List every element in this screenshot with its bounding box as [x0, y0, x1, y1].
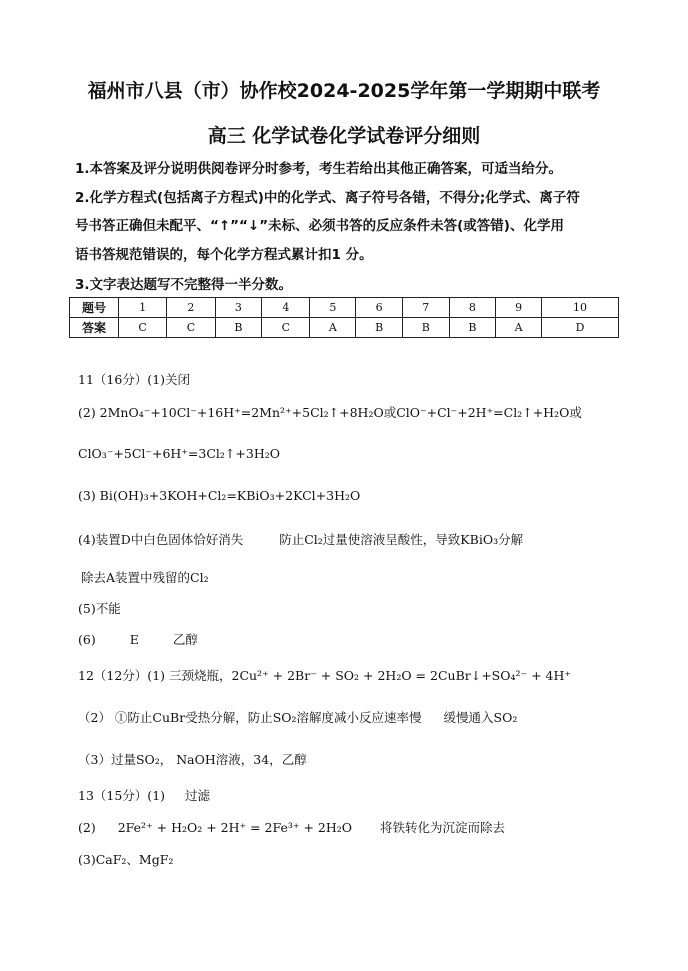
q11-part4-answer-c: 除去A装置中残留的Cl₂ — [81, 570, 209, 585]
scoring-note-1: 1.本答案及评分说明供阅卷评分时参考，考生若给出其他正确答案，可适当给分。 — [75, 161, 563, 177]
question-number: 5 — [310, 298, 356, 318]
q11-part6-answer-b: 乙醇 — [172, 632, 198, 647]
answer-cell: B — [402, 318, 449, 338]
answer-cell: C — [119, 318, 167, 338]
q11-part1: 11（16分）(1)关闭 — [78, 372, 191, 387]
question-number: 7 — [402, 298, 449, 318]
question-number: 2 — [167, 298, 215, 318]
q11-part6-label: (6) — [78, 632, 96, 647]
q12-part2-answer-a: （2） ①防止CuBr受热分解，防止SO₂溶解度减小反应速率慢 — [78, 710, 422, 725]
q11-part2-equation: (2) 2MnO₄⁻+10Cl⁻+16H⁺=2Mn²⁺+5Cl₂↑+8H₂O或ClO⁻+Cl⁻+2H⁺=Cl₂↑+H₂O或 — [78, 405, 582, 420]
question-number: 8 — [449, 298, 496, 318]
q13-part3: (3)CaF₂、MgF₂ — [78, 852, 174, 867]
scoring-note-2-cont: 语书答规范错误的，每个化学方程式累计扣1 分。 — [75, 247, 373, 263]
answer-cell: B — [356, 318, 403, 338]
q11-part6 — [78, 630, 198, 648]
q13-part2 — [78, 818, 505, 836]
answer-cell: A — [496, 318, 542, 338]
scoring-note-2-cont: 号书答正确但未配平、“↑”“↓”未标、必须书答的反应条件未答(或答错)、化学用 — [75, 218, 564, 234]
q13-part2-equation: 2Fe²⁺ + H₂O₂ + 2H⁺ = 2Fe³⁺ + 2H₂O — [117, 820, 353, 835]
q12-part2 — [78, 708, 517, 726]
answer-cell: A — [310, 318, 356, 338]
answer-table — [69, 297, 619, 338]
q11-part4-answer-a: (4)装置D中白色固体恰好消失 — [78, 532, 244, 547]
q11-part5: (5)不能 — [78, 601, 121, 616]
answer-cell: B — [449, 318, 496, 338]
q12-part1: 12（12分）(1) 三颈烧瓶，2Cu²⁺ + 2Br⁻ + SO₂ + 2H₂O = 2CuBr↓+SO₄²⁻ + 4H⁺ — [78, 668, 571, 683]
answer-cell: B — [215, 318, 262, 338]
q13-part2-label: (2) — [78, 820, 96, 835]
q13-part1-answer: 过滤 — [185, 788, 211, 803]
q13-part1-label: 13（15分）(1) — [78, 788, 166, 803]
q11-part4-answer-b: 防止Cl₂过量使溶液呈酸性，导致KBiO₃分解 — [279, 532, 524, 547]
q13-part1 — [78, 786, 210, 804]
scoring-note-2: 2.化学方程式(包括离子方程式)中的化学式、离子符号各错，不得分;化学式、离子符 — [75, 190, 580, 206]
question-number: 3 — [215, 298, 262, 318]
answer-cell: C — [167, 318, 215, 338]
q11-part6-answer-a: E — [129, 632, 139, 647]
answer-cell: D — [542, 318, 619, 338]
answer-table-number-row — [70, 298, 619, 318]
q11-part3-equation: (3) Bi(OH)₃+3KOH+Cl₂=KBiO₃+2KCl+3H₂O — [78, 488, 361, 503]
document-title: 福州市八县（市）协作校2024-2025学年第一学期期中联考 — [87, 80, 601, 102]
question-number: 9 — [496, 298, 542, 318]
q11-part2-equation-alt: ClO₃⁻+5Cl⁻+6H⁺=3Cl₂↑+3H₂O — [78, 446, 280, 461]
question-number: 4 — [262, 298, 310, 318]
q11-part4 — [78, 530, 523, 548]
q13-part2-answer: 将铁转化为沉淀而除去 — [380, 820, 506, 835]
q12-part2-answer-b: 缓慢通入SO₂ — [443, 710, 518, 725]
scoring-note-3: 3.文字表达题写不完整得一半分数。 — [75, 277, 293, 293]
question-number-header: 题号 — [70, 298, 119, 318]
answer-cell: C — [262, 318, 310, 338]
question-number: 1 — [119, 298, 167, 318]
document-subtitle: 高三 化学试卷化学试卷评分细则 — [207, 125, 481, 147]
answer-header: 答案 — [70, 318, 119, 338]
q12-part3: （3）过量SO₂， NaOH溶液，34，乙醇 — [78, 752, 307, 767]
question-number: 6 — [356, 298, 403, 318]
question-number: 10 — [542, 298, 619, 318]
answer-table-answer-row — [70, 318, 619, 338]
